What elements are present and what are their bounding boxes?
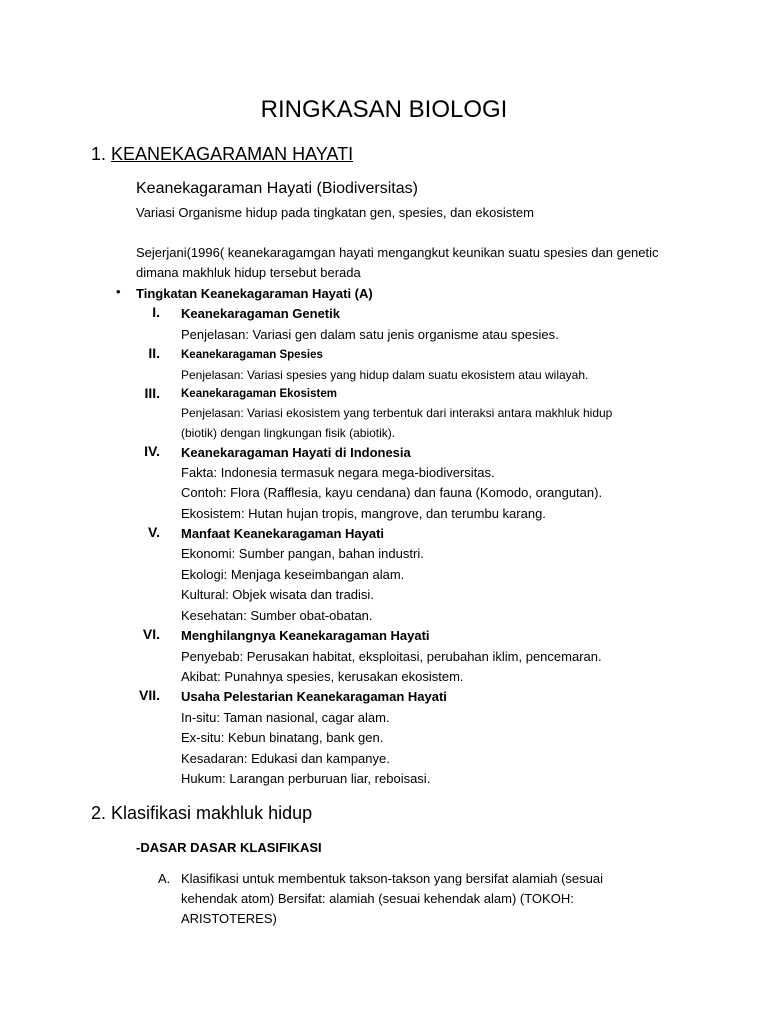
item-number: VI. [142, 626, 160, 642]
item-line: Penyebab: Perusakan habitat, eksploitasi, perubahan iklim, pencemaran. [181, 649, 602, 664]
section-2-subheading: -DASAR DASAR KLASIFIKASI [136, 840, 322, 855]
quote-line: dimana makhluk hidup tersebut berada [136, 265, 361, 280]
item-number: I. [152, 304, 160, 320]
item-a-label: A. [158, 871, 171, 886]
item-line: Ekonomi: Sumber pangan, bahan industri. [181, 546, 424, 561]
item-line: Akibat: Punahnya spesies, kerusakan ekosistem. [181, 669, 464, 684]
item-number: IV. [144, 443, 160, 459]
item-number: III. [144, 385, 160, 401]
item-number: V. [148, 524, 160, 540]
item-line: Penjelasan: Variasi gen dalam satu jenis organisme atau spesies. [181, 327, 559, 342]
section-1-number: 1. [91, 144, 107, 164]
item-line: Ekologi: Menjaga keseimbangan alam. [181, 567, 405, 582]
item-number: II. [148, 345, 160, 361]
item-line: Kultural: Objek wisata dan tradisi. [181, 587, 374, 602]
quote-line: Sejerjani(1996( keanekaragamgan hayati mengangkut keunikan suatu spesies dan genetic [136, 245, 659, 260]
bullet-icon: • [116, 284, 121, 299]
section-1-heading [91, 143, 353, 165]
item-a-line: kehendak atom) Bersifat: alamiah (sesuai kehendak alam) (TOKOH: [181, 891, 574, 906]
item-a-line: ARISTOTERES) [181, 911, 277, 926]
item-heading: Keanekaragaman Genetik [181, 306, 340, 321]
item-line: Kesadaran: Edukasi dan kampanye. [181, 751, 390, 766]
item-heading: Menghilangnya Keanekaragaman Hayati [181, 628, 430, 643]
item-line: Kesehatan: Sumber obat-obatan. [181, 608, 373, 623]
item-heading: Usaha Pelestarian Keanekaragaman Hayati [181, 689, 447, 704]
item-a-line: Klasifikasi untuk membentuk takson-takson yang bersifat alamiah (sesuai [181, 871, 603, 886]
item-line: Fakta: Indonesia termasuk negara mega-biodiversitas. [181, 465, 495, 480]
item-heading: Manfaat Keanekaragaman Hayati [181, 526, 385, 541]
item-heading: Keanekaragaman Hayati di Indonesia [181, 445, 411, 460]
section-1-title: KEANEKAGARAMAN HAYATI [111, 144, 354, 164]
item-line: (biotik) dengan lingkungan fisik (abiotik). [181, 426, 396, 440]
item-number: VII. [138, 687, 160, 703]
levels-heading: Tingkatan Keanekagaraman Hayati (A) [136, 286, 373, 301]
item-line: Ekosistem: Hutan hujan tropis, mangrove, dan terumbu karang. [181, 506, 546, 521]
item-heading: Keanekaragaman Ekosistem [181, 388, 337, 400]
item-line: Contoh: Flora (Rafflesia, kayu cendana) dan fauna (Komodo, orangutan). [181, 485, 603, 500]
item-line: Ex-situ: Kebun binatang, bank gen. [181, 730, 384, 745]
document-title: RINGKASAN BIOLOGI [260, 96, 508, 123]
section-2-heading: 2. Klasifikasi makhluk hidup [91, 803, 313, 823]
item-line: Hukum: Larangan perburuan liar, reboisasi. [181, 771, 431, 786]
biodiversity-subheading: Keanekagaraman Hayati (Biodiversitas) [136, 180, 418, 197]
item-line: Penjelasan: Variasi spesies yang hidup dalam suatu ekosistem atau wilayah. [181, 368, 589, 382]
item-heading: Keanekaragaman Spesies [181, 349, 323, 361]
item-line: In-situ: Taman nasional, cagar alam. [181, 710, 390, 725]
item-line: Penjelasan: Variasi ekosistem yang terbentuk dari interaksi antara makhluk hidup [181, 406, 613, 420]
biodiversity-definition: Variasi Organisme hidup pada tingkatan gen, spesies, dan ekosistem [136, 205, 534, 220]
